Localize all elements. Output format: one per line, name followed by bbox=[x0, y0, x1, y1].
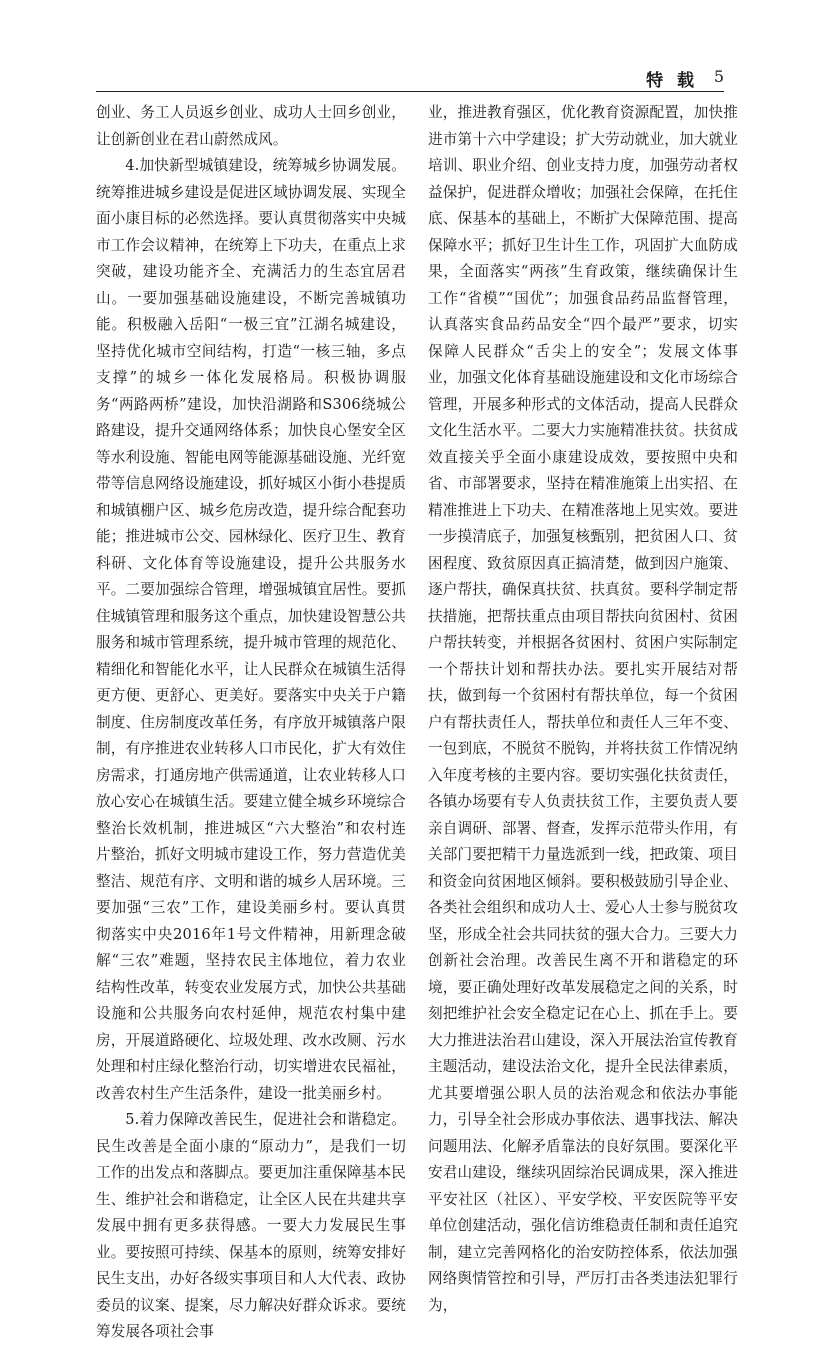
left-column bbox=[96, 100, 406, 1340]
paragraph-urbanization: 4.加快新型城镇建设，统筹城乡协调发展。统筹推进城乡建设是促进区域协调发展、实现全面小康目标的必然选择。要认真贯彻落实中央城市工作会议精神，在统筹上下功夫，在重点上求突破，建设功能齐全、充满活力的生态宜居君山。一要加强基础设施建设，不断完善城镇功能。积极融入岳阳“一极三宜”江湖名城建设，坚持优化城市空间结构，打造“一核三轴，多点支撑”的城乡一体化发展格局。积极协调服务“两路两桥”建设，加快沿湖路和S306绕城公路建设，提升交通网络体系；加快良心堡安全区等水利设施、智能电网等能源基础设施、光纤宽带等信息网络设施建设，抓好城区小街小巷提质和城镇棚户区、城乡危房改造，提升综合配套功能；推进城市公交、园林绿化、医疗卫生、教育科研、文化体育等设施建设，提升公共服务水平。二要加强综合管理，增强城镇宜居性。要抓住城镇管理和服务这个重点，加快建设智慧公共服务和城市管理系统，提升城市管理的规范化、精细化和智能化水平，让人民群众在城镇生活得更方便、更舒心、更美好。要落实中央关于户籍制度、住房制度改革任务，有序放开城镇落户限制，有序推进农业转移人口市民化，扩大有效住房需求，打通房地产供需通道，让农业转移人口放心安心在城镇生活。要建立健全城乡环境综合整治长效机制，推进城区“六大整治”和农村连片整治，抓好文明城市建设工作，努力营造优美整洁、规范有序、文明和谐的城乡人居环境。三要加强“三农”工作，建设美丽乡村。要认真贯彻落实中央2016年1号文件精神，用新理念破解“三农”难题，坚持农民主体地位，着力农业结构性改革，转变农业发展方式，加快公共基础设施和公共服务向农村延伸，规范农村集中建房，开展道路硬化、垃圾处理、改水改厕、污水处理和村庄绿化整治行动，切实增进农民福祉，改善农村生产生活条件，建设一批美丽乡村。 bbox=[96, 157, 406, 1102]
page-number: 5 bbox=[713, 67, 724, 86]
paragraph-continuation: 创业、务工人员返乡创业、成功人士回乡创业，让创新创业在君山蔚然成风。 bbox=[96, 104, 406, 148]
section-title: 特 载 bbox=[646, 71, 698, 91]
right-column bbox=[428, 100, 738, 1314]
header-rule bbox=[96, 91, 724, 92]
paragraph-livelihood-continued: 业，推进教育强区，优化教育资源配置，加快推进市第十六中学建设；扩大劳动就业，加大就业培训、职业介绍、创业支持力度，加强劳动者权益保护，促进群众增收；加强社会保障，在托住底、保基本的基础上，不断扩大保障范围、提高保障水平；抓好卫生计生工作，巩固扩大血防成果，全面落实“两孩”生育政策，继续确保计生工作“省模”“国优”；加强食品药品监督管理，认真落实食品药品安全“四个最严”要求，切实保障人民群众“舌尖上的安全”；发展文体事业，加强文化体育基础设施建设和文化市场综合管理，开展多种形式的文体活动，提高人民群众文化生活水平。二要大力实施精准扶贫。扶贫成效直接关乎全面小康建设成效，要按照中央和省、市部署要求，坚持在精准施策上出实招、在精准推进上下功夫、在精准落地上见实效。要进一步摸清底子，加强复核甄别，把贫困人口、贫困程度、致贫原因真正搞清楚，做到因户施策、逐户帮扶，确保真扶贫、扶真贫。要科学制定帮扶措施，把帮扶重点由项目帮扶向贫困村、贫困户帮扶转变，并根据各贫困村、贫困户实际制定一个帮扶计划和帮扶办法。要扎实开展结对帮扶，做到每一个贫困村有帮扶单位，每一个贫困户有帮扶责任人，帮扶单位和责任人三年不变、一包到底，不脱贫不脱钩，并将扶贫工作情况纳入年度考核的主要内容。要切实强化扶贫责任，各镇办场要有专人负责扶贫工作，主要负责人要亲自调研、部署、督查，发挥示范带头作用，有关部门要把精干力量选派到一线，把政策、项目和资金向贫困地区倾斜。要积极鼓励引导企业、各类社会组织和成功人士、爱心人士参与脱贫攻坚，形成全社会共同扶贫的强大合力。三要大力创新社会治理。改善民生离不开和谐稳定的环境，要正确处理好改革发展稳定之间的关系，时刻把维护社会安全稳定记在心上、抓在手上。要大力推进法治君山建设，深入开展法治宣传教育主题活动，建设法治文化，提升全民法律素质，尤其要增强公职人员的法治观念和依法办事能力，引导全社会形成办事依法、遇事找法、解决问题用法、化解矛盾靠法的良好氛围。要深化平安君山建设，继续巩固综治民调成果，深入推进平安社区（社区）、平安学校、平安医院等平安单位创建活动，强化信访维稳责任制和责任追究制，建立完善网格化的治安防控体系，依法加强网络舆情管控和引导，严厉打击各类违法犯罪行为， bbox=[428, 104, 738, 1314]
paragraph-livelihood: 5.着力保障改善民生，促进社会和谐稳定。民生改善是全面小康的“原动力”，是我们一切工作的出发点和落脚点。要更加注重保障基本民生、维护社会和谐稳定，让全区人民在共建共享发展中拥有更多获得感。一要大力发展民生事业。要按照可持续、保基本的原则，统筹安排好民生支出，办好各级实事项目和人大代表、政协委员的议案、提案，尽力解决好群众诉求。要统筹发展各项社会事 bbox=[96, 1111, 406, 1340]
page-header bbox=[96, 66, 724, 91]
